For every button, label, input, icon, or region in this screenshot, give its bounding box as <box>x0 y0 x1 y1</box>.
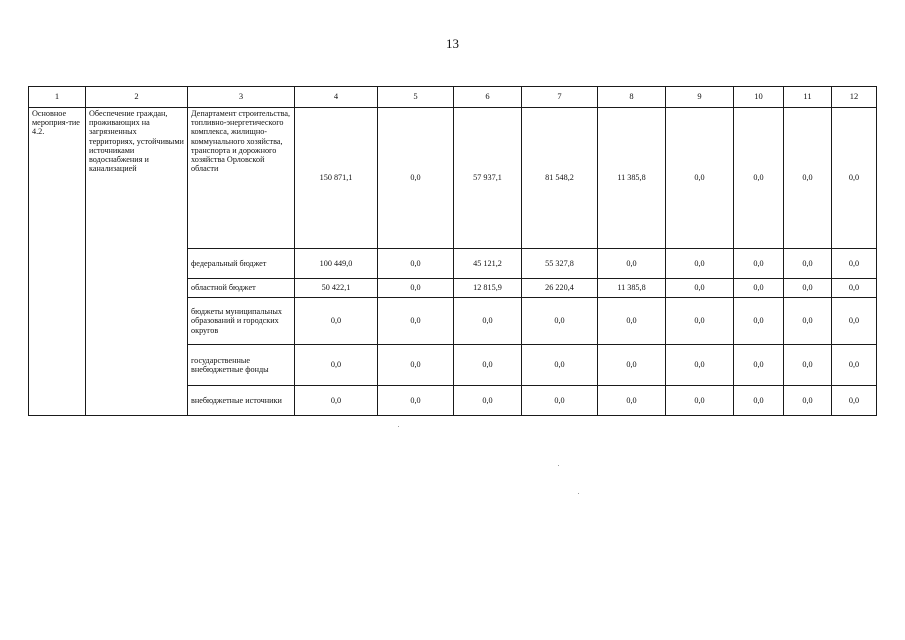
column-number-row <box>29 87 877 108</box>
value-cell: 0,0 <box>666 108 734 249</box>
value-cell: 0,0 <box>832 279 877 298</box>
value-cell: 0,0 <box>522 298 598 345</box>
value-cell: 0,0 <box>454 386 522 416</box>
value-cell: 0,0 <box>522 345 598 386</box>
value-cell: 0,0 <box>666 249 734 279</box>
value-cell: 0,0 <box>784 298 832 345</box>
value-cell: 0,0 <box>454 298 522 345</box>
value-cell: 0,0 <box>784 279 832 298</box>
value-cell: 0,0 <box>734 279 784 298</box>
column-number: 3 <box>188 87 295 108</box>
value-cell: 0,0 <box>295 345 378 386</box>
column-number: 2 <box>86 87 188 108</box>
value-cell: 0,0 <box>734 386 784 416</box>
value-cell: 45 121,2 <box>454 249 522 279</box>
value-cell: 0,0 <box>378 249 454 279</box>
value-cell: 0,0 <box>295 386 378 416</box>
value-cell: 0,0 <box>784 249 832 279</box>
value-cell: 12 815,9 <box>454 279 522 298</box>
column-number: 4 <box>295 87 378 108</box>
value-cell: 11 385,8 <box>598 279 666 298</box>
budget-table <box>28 86 877 416</box>
value-cell: 0,0 <box>598 298 666 345</box>
column-number: 8 <box>598 87 666 108</box>
column-number: 7 <box>522 87 598 108</box>
value-cell: 0,0 <box>666 386 734 416</box>
value-cell: 0,0 <box>832 345 877 386</box>
value-cell: 55 327,8 <box>522 249 598 279</box>
value-cell: 100 449,0 <box>295 249 378 279</box>
column-number: 9 <box>666 87 734 108</box>
value-cell: 11 385,8 <box>598 108 666 249</box>
value-cell: 0,0 <box>522 386 598 416</box>
value-cell: 0,0 <box>378 386 454 416</box>
value-cell: 0,0 <box>454 345 522 386</box>
value-cell: 0,0 <box>666 345 734 386</box>
funding-source-cell: государственные внебюджетные фонды <box>188 345 295 386</box>
column-number: 12 <box>832 87 877 108</box>
value-cell: 150 871,1 <box>295 108 378 249</box>
value-cell: 0,0 <box>666 279 734 298</box>
value-cell: 81 548,2 <box>522 108 598 249</box>
funding-source-cell: внебюджетные источники <box>188 386 295 416</box>
value-cell: 0,0 <box>784 386 832 416</box>
value-cell: 50 422,1 <box>295 279 378 298</box>
value-cell: 0,0 <box>378 345 454 386</box>
column-number: 10 <box>734 87 784 108</box>
value-cell: 0,0 <box>666 298 734 345</box>
value-cell: 0,0 <box>734 108 784 249</box>
column-number: 11 <box>784 87 832 108</box>
column-number: 6 <box>454 87 522 108</box>
scan-speck <box>398 426 399 427</box>
column-number: 1 <box>29 87 86 108</box>
value-cell: 0,0 <box>378 279 454 298</box>
value-cell: 0,0 <box>784 108 832 249</box>
measure-cell: Основное мероприя-тие 4.2. <box>29 108 86 416</box>
scan-speck <box>578 493 579 494</box>
value-cell: 0,0 <box>832 108 877 249</box>
funding-source-cell: Департамент строительства, топливно-энергетического комплекса, жилищно-коммунального хозяйства, транспорта и дорожного хозяйства Орловской области <box>188 108 295 249</box>
value-cell: 0,0 <box>832 249 877 279</box>
value-cell: 0,0 <box>295 298 378 345</box>
table-row <box>29 108 877 249</box>
funding-source-cell: бюджеты муниципальных образований и городских округов <box>188 298 295 345</box>
funding-source-cell: областной бюджет <box>188 279 295 298</box>
value-cell: 0,0 <box>734 298 784 345</box>
value-cell: 0,0 <box>734 249 784 279</box>
value-cell: 0,0 <box>598 345 666 386</box>
value-cell: 0,0 <box>378 108 454 249</box>
value-cell: 0,0 <box>832 298 877 345</box>
page-number: 13 <box>446 36 459 51</box>
scan-speck <box>558 465 559 466</box>
value-cell: 0,0 <box>378 298 454 345</box>
value-cell: 57 937,1 <box>454 108 522 249</box>
purpose-cell: Обеспечение граждан, проживающих на загрязненных территориях, устойчивыми источниками водоснабжения и канализацией <box>86 108 188 416</box>
value-cell: 0,0 <box>598 249 666 279</box>
funding-source-cell: федеральный бюджет <box>188 249 295 279</box>
value-cell: 0,0 <box>598 386 666 416</box>
value-cell: 0,0 <box>784 345 832 386</box>
column-number: 5 <box>378 87 454 108</box>
value-cell: 26 220,4 <box>522 279 598 298</box>
value-cell: 0,0 <box>734 345 784 386</box>
value-cell: 0,0 <box>832 386 877 416</box>
